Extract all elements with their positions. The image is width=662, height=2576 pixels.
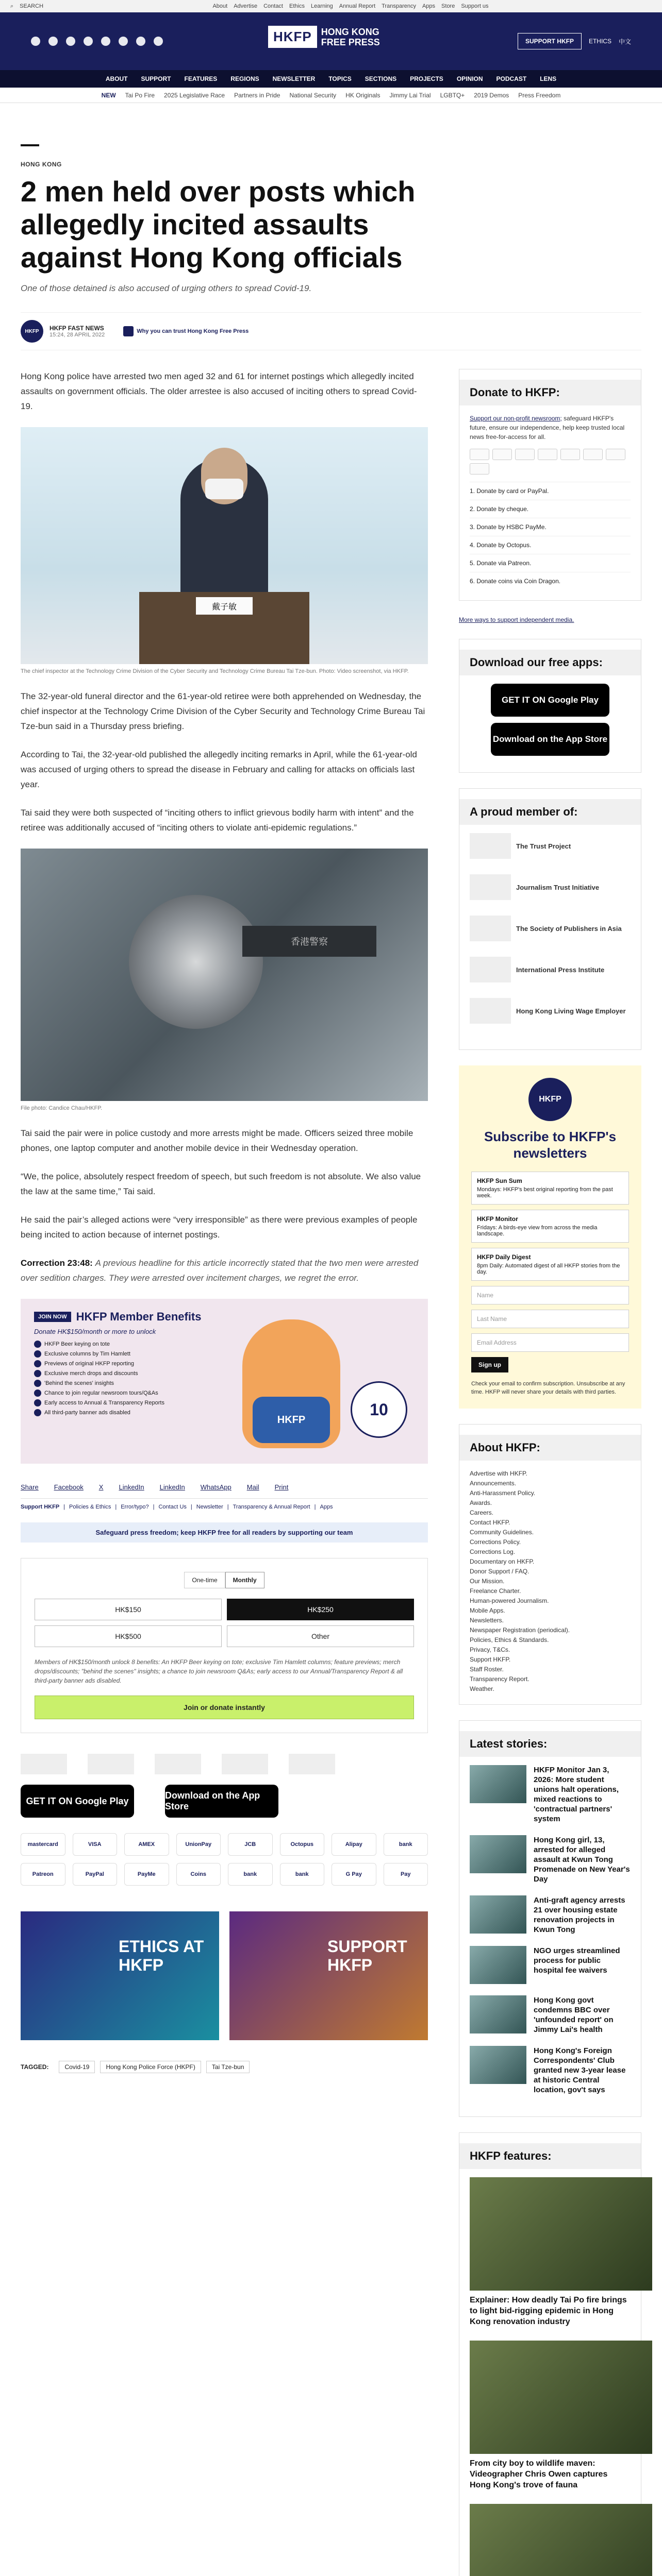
about-widget — [459, 1424, 641, 1705]
search-icon[interactable]: ⌕ — [10, 3, 14, 9]
member-org[interactable]: The Society of Publishers in Asia — [470, 916, 631, 941]
newsletter-option[interactable]: HKFP Monitor Fridays: A birds-eye view from across the media landscape. — [471, 1210, 629, 1243]
topbar-link[interactable]: Transparency — [382, 3, 416, 9]
about-link[interactable]: Weather. — [470, 1685, 494, 1692]
about-link[interactable]: Newsletters. — [470, 1617, 504, 1624]
about-title: About HKFP: — [459, 1435, 641, 1461]
safeguard-banner[interactable]: Safeguard press freedom; keep HKFP free for all readers by supporting our team — [21, 1522, 428, 1543]
section-label[interactable]: HONG KONG — [21, 161, 62, 168]
google-play-button[interactable]: GET IT ON Google Play — [491, 684, 609, 717]
about-link[interactable]: Support HKFP. — [470, 1656, 511, 1663]
share-print[interactable]: Print — [274, 1483, 289, 1491]
facebook-icon[interactable] — [31, 37, 40, 46]
monthly-option[interactable]: Monthly — [225, 1572, 264, 1588]
site-logo[interactable] — [268, 26, 380, 48]
subnav-item[interactable]: National Security — [289, 91, 337, 99]
share-bar — [21, 1476, 428, 1499]
name-field[interactable]: Name — [471, 1286, 629, 1304]
latest-story[interactable] — [470, 1895, 631, 1935]
threads-icon[interactable] — [84, 37, 93, 46]
latest-story[interactable] — [470, 1995, 631, 2035]
nav-item[interactable]: FEATURES — [184, 75, 218, 82]
footer-link[interactable]: Support HKFP — [21, 1504, 60, 1510]
topbar-link[interactable]: Learning — [310, 3, 333, 9]
app-store-badges — [21, 1785, 428, 1818]
topbar-link[interactable]: Ethics — [289, 3, 305, 9]
tagged-label: TAGGED: — [21, 2063, 49, 2071]
features-list — [470, 2177, 631, 2576]
instagram-icon[interactable] — [66, 37, 75, 46]
newsletter-note: Check your email to confirm subscription. Unsubscribe at any time. HKFP will never share your details with third parties. — [471, 1381, 625, 1395]
about-link[interactable]: Community Guidelines. — [470, 1529, 534, 1536]
police-sign: 香港警察 — [242, 926, 376, 957]
about-link[interactable]: Announcements. — [470, 1480, 517, 1487]
donate-intro: Support our non-profit newsroom; safeguard HKFP's future, ensure our independence, help keep trusted local news free-for-access for all. — [470, 415, 625, 440]
section-bar — [21, 144, 39, 146]
member-benefits-banner[interactable] — [21, 1299, 428, 1464]
about-list — [470, 1469, 631, 1694]
donate-option[interactable]: 1. Donate by card or PayPal. — [470, 482, 631, 500]
ethics-link[interactable]: ETHICS — [588, 38, 611, 45]
feature-story[interactable] — [470, 2177, 631, 2327]
ethics-promo[interactable]: ETHICS AT HKFP — [21, 1911, 219, 2040]
latest-list — [470, 1765, 631, 2095]
subnav-item[interactable]: Jimmy Lai Trial — [389, 91, 431, 99]
payment-icon[interactable]: bank — [384, 1833, 428, 1856]
author-name[interactable]: HKFP FAST NEWS — [49, 325, 104, 332]
payment-icon[interactable]: Patreon — [21, 1863, 65, 1886]
feature-title: Explainer: How deadly Tai Po fire brings to light bid-rigging epidemic in Hong Kong renovation industry — [470, 2296, 627, 2326]
about-link[interactable]: Careers. — [470, 1509, 494, 1516]
member-org[interactable]: Hong Kong Living Wage Employer — [470, 998, 631, 1024]
about-link[interactable]: Human-powered Journalism. — [470, 1597, 549, 1604]
newsletter-option[interactable]: HKFP Daily Digest 8pm Daily: Automated digest of all HKFP stories from the day. — [471, 1248, 629, 1281]
membership-logos — [21, 1754, 428, 1774]
about-link[interactable]: Awards. — [470, 1499, 492, 1506]
sopa-logo[interactable] — [155, 1754, 201, 1774]
trust-project-logo[interactable] — [21, 1754, 67, 1774]
feature-image — [470, 2341, 652, 2454]
press-briefing-photo — [21, 427, 428, 664]
story-title: Hong Kong girl, 13, arrested for alleged assault at Kwun Tong Promenade on New Year's Day — [534, 1836, 630, 1884]
last-name-field[interactable]: Last Name — [471, 1310, 629, 1328]
article-footer-links: Support HKFP | Policies & Ethics | Error/typo? | Contact Us | Newsletter | Transparency & Annual Report | Apps — [21, 1504, 333, 1510]
author-avatar[interactable]: HKFP — [21, 320, 43, 343]
app-store-button[interactable]: Download on the App Store — [165, 1785, 278, 1818]
newsletter-logo: HKFP — [528, 1078, 572, 1121]
latest-widget — [459, 1720, 641, 2117]
paragraph: According to Tai, the 32-year-old published the allegedly inciting remarks in April, while the 61-year-old was accused of urging others to spread the disease in February and calling for attacks on officials last year. — [21, 750, 417, 789]
payment-icon[interactable]: JCB — [228, 1833, 273, 1856]
about-link[interactable]: Contact HKFP. — [470, 1519, 510, 1526]
payment-icon[interactable]: bank — [228, 1863, 273, 1886]
topbar-link[interactable]: Support us — [461, 3, 489, 9]
email-field[interactable]: Email Address — [471, 1333, 629, 1352]
latest-title: Latest stories: — [459, 1731, 641, 1757]
share-linkedin[interactable]: LinkedIn — [119, 1483, 144, 1491]
join-now-badge[interactable]: JOIN NOW — [34, 1312, 71, 1322]
share-x[interactable]: X — [98, 1483, 104, 1491]
support-promo[interactable]: SUPPORT HKFP — [229, 1911, 428, 2040]
topbar-link[interactable]: Advertise — [234, 3, 258, 9]
tier-option[interactable]: HK$250 — [227, 1599, 414, 1620]
payment-icon[interactable]: VISA — [73, 1833, 118, 1856]
tier-option[interactable]: Other — [227, 1625, 414, 1647]
donate-option[interactable]: 5. Donate via Patreon. — [470, 554, 631, 572]
more-ways-link[interactable]: More ways to support independent media. — [459, 616, 574, 623]
member-org[interactable]: The Trust Project — [470, 833, 631, 859]
topbar-link[interactable]: Annual Report — [339, 3, 376, 9]
payment-methods — [21, 1833, 428, 1886]
payment-icon[interactable]: mastercard — [21, 1833, 65, 1856]
subnav-item[interactable]: HK Originals — [345, 91, 380, 99]
latest-story[interactable] — [470, 2046, 631, 2095]
paragraph: The 32-year-old funeral director and the 61-year-old retiree were both apprehended on Wednesday, the chief inspector at the Technology Crime Division of the Cyber Security and Technology Crime Bureau Tai Tze-bun said in a Thursday press briefing. — [21, 691, 425, 731]
article-body — [21, 369, 428, 2576]
feature-image — [470, 2177, 652, 2291]
feature-story[interactable] — [470, 2341, 631, 2490]
figure — [21, 427, 428, 675]
article-subtitle: One of those detained is also accused of urging others to spread Covid-19. — [21, 283, 312, 293]
youtube-icon[interactable] — [101, 37, 110, 46]
banner-donate: Donate HK$150/month or more to unlock — [34, 1328, 156, 1335]
payment-icon[interactable]: bank — [280, 1863, 325, 1886]
payment-icon[interactable]: Coins — [176, 1863, 221, 1886]
story-title: Hong Kong's Foreign Correspondents' Club granted new 3-year lease at historic Central location, gov't says — [534, 2046, 626, 2094]
jti-logo[interactable] — [88, 1754, 134, 1774]
linkedin-icon[interactable] — [119, 37, 128, 46]
payment-icon[interactable]: UnionPay — [176, 1833, 221, 1856]
police-badge-photo — [21, 849, 428, 1101]
correction-note: Correction 23:48: A previous headline for this article incorrectly stated that the two men were arrested over sedition charges. They were arrested over incitement charges, we regret the error. — [21, 1258, 419, 1283]
story-thumbnail — [470, 2046, 526, 2084]
whatsapp-icon[interactable] — [154, 37, 163, 46]
nav-item[interactable]: REGIONS — [230, 75, 259, 82]
benefit-item: 'Behind the scenes' insights — [34, 1380, 415, 1387]
payment-icon[interactable]: Octopus — [280, 1833, 325, 1856]
footer-link[interactable]: Transparency & Annual Report — [233, 1504, 310, 1510]
about-link[interactable]: Newspaper Registration (periodical). — [470, 1626, 570, 1634]
about-link[interactable]: Our Mission. — [470, 1578, 505, 1585]
apps-widget — [459, 639, 641, 773]
logo-text: HONG KONG FREE PRESS — [321, 26, 380, 47]
support-hkfp-button[interactable]: SUPPORT HKFP — [518, 33, 582, 49]
donate-widget — [459, 369, 641, 601]
about-link[interactable]: Anti-Harassment Policy. — [470, 1489, 536, 1497]
tier-option[interactable]: HK$500 — [35, 1625, 222, 1647]
features-widget — [459, 2132, 641, 2576]
benefit-item: Exclusive columns by Tim Hamlett — [34, 1350, 415, 1358]
nav-item[interactable]: TOPICS — [328, 75, 352, 82]
tags — [21, 2061, 428, 2073]
story-thumbnail — [470, 1946, 526, 1984]
story-title: Hong Kong govt condemns BBC over 'unfounded report' on Jimmy Lai's health — [534, 1996, 614, 2034]
newsletter-widget — [459, 1065, 641, 1409]
search-link[interactable]: SEARCH — [20, 3, 44, 9]
nav-item[interactable]: SUPPORT — [141, 75, 171, 82]
footer-link[interactable]: Apps — [320, 1504, 333, 1510]
nav-item[interactable]: ABOUT — [105, 75, 128, 82]
main-navigation — [0, 70, 662, 88]
subnav-item[interactable]: 2025 Legislative Race — [164, 91, 225, 99]
site-header — [0, 12, 662, 70]
x-icon[interactable] — [48, 37, 58, 46]
ten-years-badge: 10 — [351, 1381, 407, 1438]
membership-widget — [21, 1558, 428, 1733]
benefit-item: Early access to Annual & Transparency Reports — [34, 1399, 415, 1406]
story-title: Anti-graft agency arrests 21 over housing estate renovation projects in Kwun Tong — [534, 1896, 625, 1934]
living-wage-logo[interactable] — [289, 1754, 335, 1774]
latest-story[interactable] — [470, 1835, 631, 1884]
mascot-illustration: HKFP — [242, 1319, 340, 1448]
frequency-toggle — [35, 1572, 414, 1588]
share-label: Share — [21, 1483, 39, 1491]
subnav-item[interactable]: Partners in Pride — [234, 91, 280, 99]
chinese-link[interactable]: 中文 — [618, 38, 631, 45]
join-donate-button[interactable]: Join or donate instantly — [35, 1696, 414, 1719]
telegram-icon[interactable] — [136, 37, 145, 46]
benefit-item: All third-party banner ads disabled — [34, 1409, 415, 1416]
payment-icon[interactable]: PayPal — [73, 1863, 118, 1886]
about-link[interactable]: Transparency Report. — [470, 1675, 529, 1683]
about-link[interactable]: Advertise with HKFP. — [470, 1470, 527, 1477]
payment-icon[interactable]: Pay — [384, 1863, 428, 1886]
footer-link[interactable]: Policies & Ethics — [69, 1504, 111, 1510]
donate-card-icons — [470, 449, 631, 474]
features-title: HKFP features: — [459, 2143, 641, 2169]
nav-item[interactable]: PROJECTS — [410, 75, 443, 82]
feature-image — [470, 2504, 652, 2576]
payment-icon[interactable]: AMEX — [124, 1833, 169, 1856]
payment-icon[interactable]: G Pay — [332, 1863, 376, 1886]
share-whatsapp[interactable]: WhatsApp — [200, 1483, 231, 1491]
story-thumbnail — [470, 1835, 526, 1873]
subnav-item[interactable]: Press Freedom — [518, 91, 561, 99]
caption: The chief inspector at the Technology Crime Division of the Cyber Security and Technology Crime Bureau Tai Tze-bun. Photo: Video screenshot, via HKFP. — [21, 668, 409, 674]
sidebar — [459, 369, 641, 2576]
tag[interactable]: Covid-19 — [59, 2061, 95, 2073]
about-link[interactable]: Privacy, T&Cs. — [470, 1646, 510, 1653]
topbar-link[interactable]: About — [212, 3, 228, 9]
share-linkedin[interactable]: LinkedIn — [159, 1483, 185, 1491]
banner-title: HKFP Member Benefits — [76, 1310, 202, 1323]
payment-icon[interactable]: Alipay — [332, 1833, 376, 1856]
story-thumbnail — [470, 1895, 526, 1934]
nav-item[interactable]: SECTIONS — [365, 75, 397, 82]
about-link[interactable]: Staff Roster. — [470, 1666, 504, 1673]
byline — [21, 312, 641, 350]
feature-title: From city boy to wildlife maven: Videographer Chris Owen captures Hong Kong's trove of fauna — [470, 2459, 608, 2489]
apps-title: Download our free apps: — [459, 650, 641, 675]
publish-date: 15:24, 28 APRIL 2022 — [49, 332, 105, 338]
latest-story[interactable] — [470, 1765, 631, 1824]
donate-title: Donate to HKFP: — [459, 380, 641, 405]
benefit-item: Chance to join regular newsroom tours/Q&As — [34, 1389, 415, 1397]
share-facebook[interactable]: Facebook — [54, 1483, 84, 1491]
article-header — [21, 103, 464, 294]
subnav-item[interactable]: 2019 Demos — [474, 91, 509, 99]
promo-row — [21, 1911, 428, 2040]
footer-link[interactable]: Error/typo? — [121, 1504, 149, 1510]
about-link[interactable]: Donor Support / FAQ. — [470, 1568, 529, 1575]
nav-item[interactable]: LENS — [540, 75, 557, 82]
share-mail[interactable]: Mail — [246, 1483, 259, 1491]
about-link[interactable]: Policies, Ethics & Standards. — [470, 1636, 549, 1643]
about-link[interactable]: Corrections Log. — [470, 1548, 516, 1555]
story-thumbnail — [470, 1765, 526, 1803]
latest-story[interactable] — [470, 1946, 631, 1984]
topbar-link[interactable]: Contact — [263, 3, 283, 9]
article-title: 2 men held over posts which allegedly incited assaults against Hong Kong officials — [21, 175, 416, 274]
payment-icon[interactable]: PayMe — [124, 1863, 169, 1886]
paragraph: Tai said they were both suspected of “inciting others to inflict grievous bodily harm with intent” and the retiree was additionally accused of “inciting others to violate anti-epidemic regulations.” — [21, 808, 414, 833]
social-links — [31, 37, 163, 46]
nav-item[interactable]: PODCAST — [496, 75, 527, 82]
about-link[interactable]: Documentary on HKFP. — [470, 1558, 535, 1565]
donate-option[interactable]: 2. Donate by cheque. — [470, 500, 631, 518]
feature-story[interactable] — [470, 2504, 631, 2576]
subnav-item[interactable]: LGBTQ+ — [440, 91, 465, 99]
subnav-item[interactable]: Tai Po Fire — [125, 91, 155, 99]
about-link[interactable]: Corrections Policy. — [470, 1538, 521, 1546]
app-store-button[interactable]: Download on the App Store — [491, 723, 609, 756]
top-utility-bar — [0, 0, 662, 12]
paragraph: Tai said the pair were in police custody and more arrests might be made. Officers seized three mobile phones, one laptop computer and another mobile device in their Wednesday operation. — [21, 1128, 413, 1153]
sign-up-button[interactable]: Sign up — [471, 1357, 508, 1372]
logo-box: HKFP — [268, 26, 317, 48]
tag[interactable]: Hong Kong Police Force (HKPF) — [100, 2061, 201, 2073]
one-time-option[interactable]: One-time — [184, 1572, 225, 1588]
about-link[interactable]: Freelance Charter. — [470, 1587, 521, 1595]
story-title: HKFP Monitor Jan 3, 2026: More student unions halt operations, mixed reactions to 'contractual partners' system — [534, 1766, 619, 1823]
trust-link[interactable] — [123, 326, 249, 336]
membership-description: Members of HK$150/month unlock 8 benefits: An HKFP Beer keying on tote; exclusive Tim Hamlett columns; feature previews; merch drops/discounts; "behind the scenes" insights; a chance to join newsroom Q&As; early access to our Annual/Transparency Report & all third-party banner ads disabled. — [35, 1658, 403, 1684]
nav-item[interactable]: OPINION — [456, 75, 483, 82]
caption: File photo: Candice Chau/HKFP. — [21, 1105, 103, 1111]
benefit-item: Exclusive merch drops and discounts — [34, 1370, 415, 1377]
story-thumbnail — [470, 1995, 526, 2033]
topbar-link[interactable]: Apps — [422, 3, 436, 9]
ipi-logo[interactable] — [222, 1754, 268, 1774]
tag[interactable]: Tai Tze-bun — [206, 2061, 250, 2073]
trust-label: Why you can trust Hong Kong Free Press — [137, 328, 249, 334]
sub-navigation — [0, 88, 662, 103]
about-link[interactable]: Mobile Apps. — [470, 1607, 505, 1614]
paragraph: “We, the police, absolutely respect freedom of speech, but such freedom is not absolute. We also value the law at the same time,” Tai said. — [21, 1172, 421, 1196]
google-play-button[interactable]: GET IT ON Google Play — [21, 1785, 134, 1818]
proud-title: A proud member of: — [459, 799, 641, 825]
trust-project-icon — [123, 326, 134, 336]
name-sign: 戴子敏 — [196, 597, 253, 615]
member-org[interactable]: Journalism Trust Initiative — [470, 874, 631, 900]
tier-option[interactable]: HK$150 — [35, 1599, 222, 1620]
member-org[interactable]: International Press Institute — [470, 957, 631, 982]
footer-link[interactable]: Contact Us — [158, 1504, 187, 1510]
nav-item[interactable]: NEWSLETTER — [272, 75, 316, 82]
topbar-link[interactable]: Store — [441, 3, 455, 9]
proud-member-widget — [459, 788, 641, 1050]
story-title: NGO urges streamlined process for public hospital fee waivers — [534, 1946, 620, 1975]
benefit-item: HKFP Beer keying on tote — [34, 1341, 415, 1348]
donate-option[interactable]: 3. Donate by HSBC PayMe. — [470, 518, 631, 536]
new-label: NEW — [101, 91, 116, 99]
paragraph: He said the pair’s alleged actions were “very irresponsible” as there were previous examples of people being incited to action because of internet postings. — [21, 1215, 418, 1240]
donate-option[interactable]: 6. Donate coins via Coin Dragon. — [470, 572, 631, 590]
paragraph: Hong Kong police have arrested two men aged 32 and 61 for internet postings which allegedly incited assaults on government officials. The older arrestee is also accused of inciting others to spread Covid-19. — [21, 371, 417, 411]
figure — [21, 849, 428, 1112]
footer-link[interactable]: Newsletter — [196, 1504, 223, 1510]
tier-options — [35, 1599, 414, 1647]
donate-option[interactable]: 4. Donate by Octopus. — [470, 536, 631, 554]
benefit-item: Previews of original HKFP reporting — [34, 1360, 415, 1367]
newsletter-title: Subscribe to HKFP's newsletters — [484, 1129, 617, 1161]
newsletter-option[interactable]: HKFP Sun Sum Mondays: HKFP's best original reporting from the past week. — [471, 1172, 629, 1205]
